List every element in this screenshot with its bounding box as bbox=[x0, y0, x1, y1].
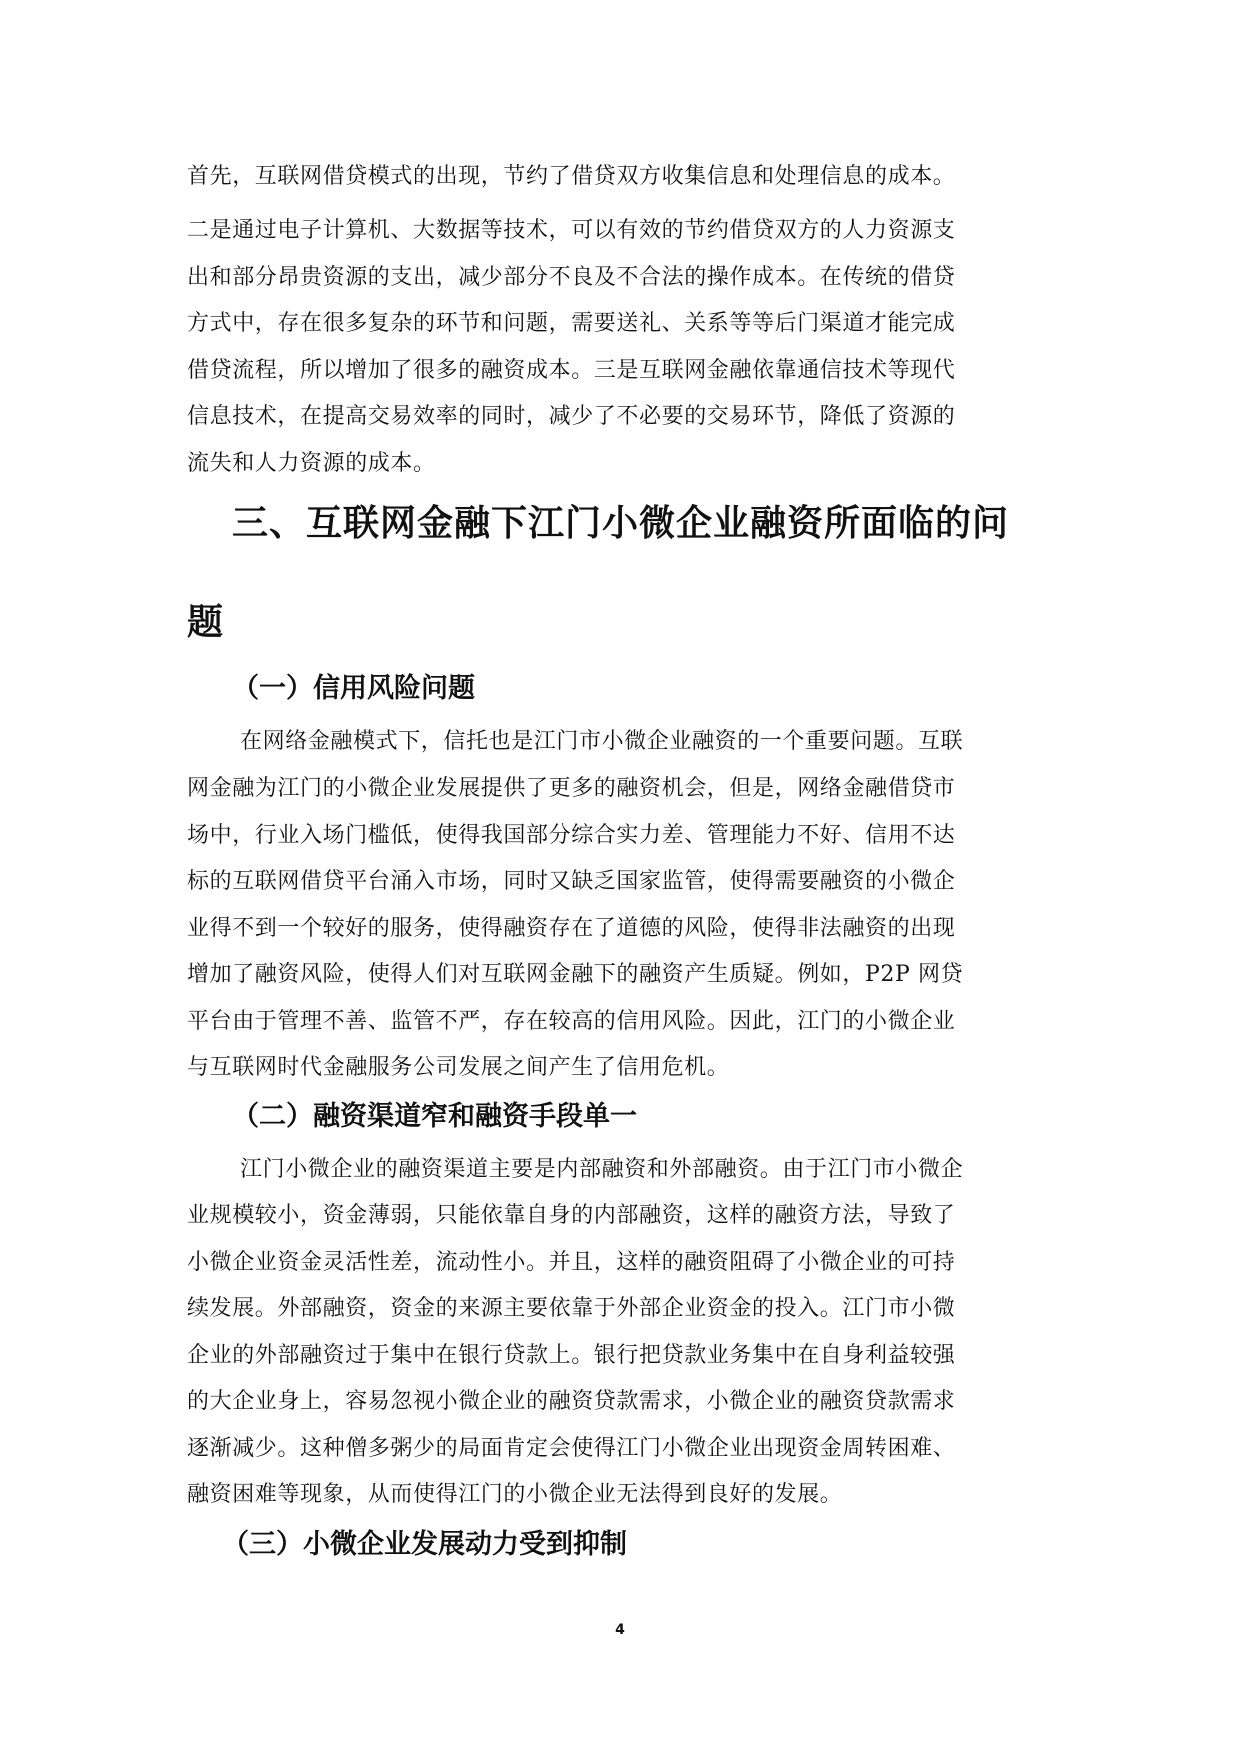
text-line: 与互联网时代金融服务公司发展之间产生了信用危机。 bbox=[187, 1055, 730, 1080]
text-line: 续发展。外部融资，资金的来源主要依靠于外部企业资金的投入。江门市小微 bbox=[187, 1296, 956, 1321]
text-line: 流失和人力资源的成本。 bbox=[187, 451, 436, 476]
text-line: 江门小微企业的融资渠道主要是内部融资和外部融资。由于江门市小微企 bbox=[240, 1157, 964, 1182]
text-line: 方式中，存在很多复杂的环节和问题，需要送礼、关系等等后门渠道才能完成 bbox=[187, 311, 956, 336]
text-line: 二是通过电子计算机、大数据等技术，可以有效的节约借贷双方的人力资源支 bbox=[187, 218, 956, 243]
text-line: 在网络金融模式下，信托也是江门市小微企业融资的一个重要问题。互联 bbox=[240, 729, 964, 754]
text-line: 的大企业身上，容易忽视小微企业的融资贷款需求，小微企业的融资贷款需求 bbox=[187, 1389, 956, 1414]
text-line: 首先，互联网借贷模式的出现，节约了借贷双方收集信息和处理信息的成本。 bbox=[187, 164, 956, 189]
subsection-heading-development-momentum: （三）小微企业发展动力受到抑制 bbox=[222, 1529, 627, 1560]
text-line: 增加了融资风险，使得人们对互联网金融下的融资产生质疑。例如，P2P 网贷 bbox=[187, 962, 964, 987]
section-heading-continued: 题 bbox=[187, 602, 225, 643]
section-heading: 三、互联网金融下江门小微企业融资所面临的问 bbox=[232, 503, 1010, 544]
subsection-heading-credit-risk: （一）信用风险问题 bbox=[232, 673, 475, 704]
page-number: 4 bbox=[615, 1622, 625, 1638]
text-line: 出和部分昂贵资源的支出，减少部分不良及不合法的操作成本。在传统的借贷 bbox=[187, 265, 956, 290]
text-line: 业得不到一个较好的服务，使得融资存在了道德的风险，使得非法融资的出现 bbox=[187, 916, 956, 941]
text-line: 场中，行业入场门槛低，使得我国部分综合实力差、管理能力不好、信用不达 bbox=[187, 823, 956, 848]
text-line: 借贷流程，所以增加了很多的融资成本。三是互联网金融依靠通信技术等现代 bbox=[187, 358, 956, 383]
text-line: 业规模较小，资金薄弱，只能依靠自身的内部融资，这样的融资方法，导致了 bbox=[187, 1203, 956, 1228]
subsection-heading-financing-channels: （二）融资渠道窄和融资手段单一 bbox=[232, 1101, 637, 1132]
text-line: 企业的外部融资过于集中在银行贷款上。银行把贷款业务集中在自身利益较强 bbox=[187, 1343, 956, 1368]
text-line: 信息技术，在提高交易效率的同时，减少了不必要的交易环节，降低了资源的 bbox=[187, 404, 956, 429]
text-line: 逐渐减少。这种僧多粥少的局面肯定会使得江门小微企业出现资金周转困难、 bbox=[187, 1436, 956, 1461]
text-line: 网金融为江门的小微企业发展提供了更多的融资机会，但是，网络金融借贷市 bbox=[187, 776, 956, 801]
text-line: 融资困难等现象，从而使得江门的小微企业无法得到良好的发展。 bbox=[187, 1482, 843, 1507]
text-line: 小微企业资金灵活性差，流动性小。并且，这样的融资阻碍了小微企业的可持 bbox=[187, 1250, 956, 1275]
text-line: 标的互联网借贷平台涌入市场，同时又缺乏国家监管，使得需要融资的小微企 bbox=[187, 869, 956, 894]
text-line: 平台由于管理不善、监管不严，存在较高的信用风险。因此，江门的小微企业 bbox=[187, 1009, 956, 1034]
